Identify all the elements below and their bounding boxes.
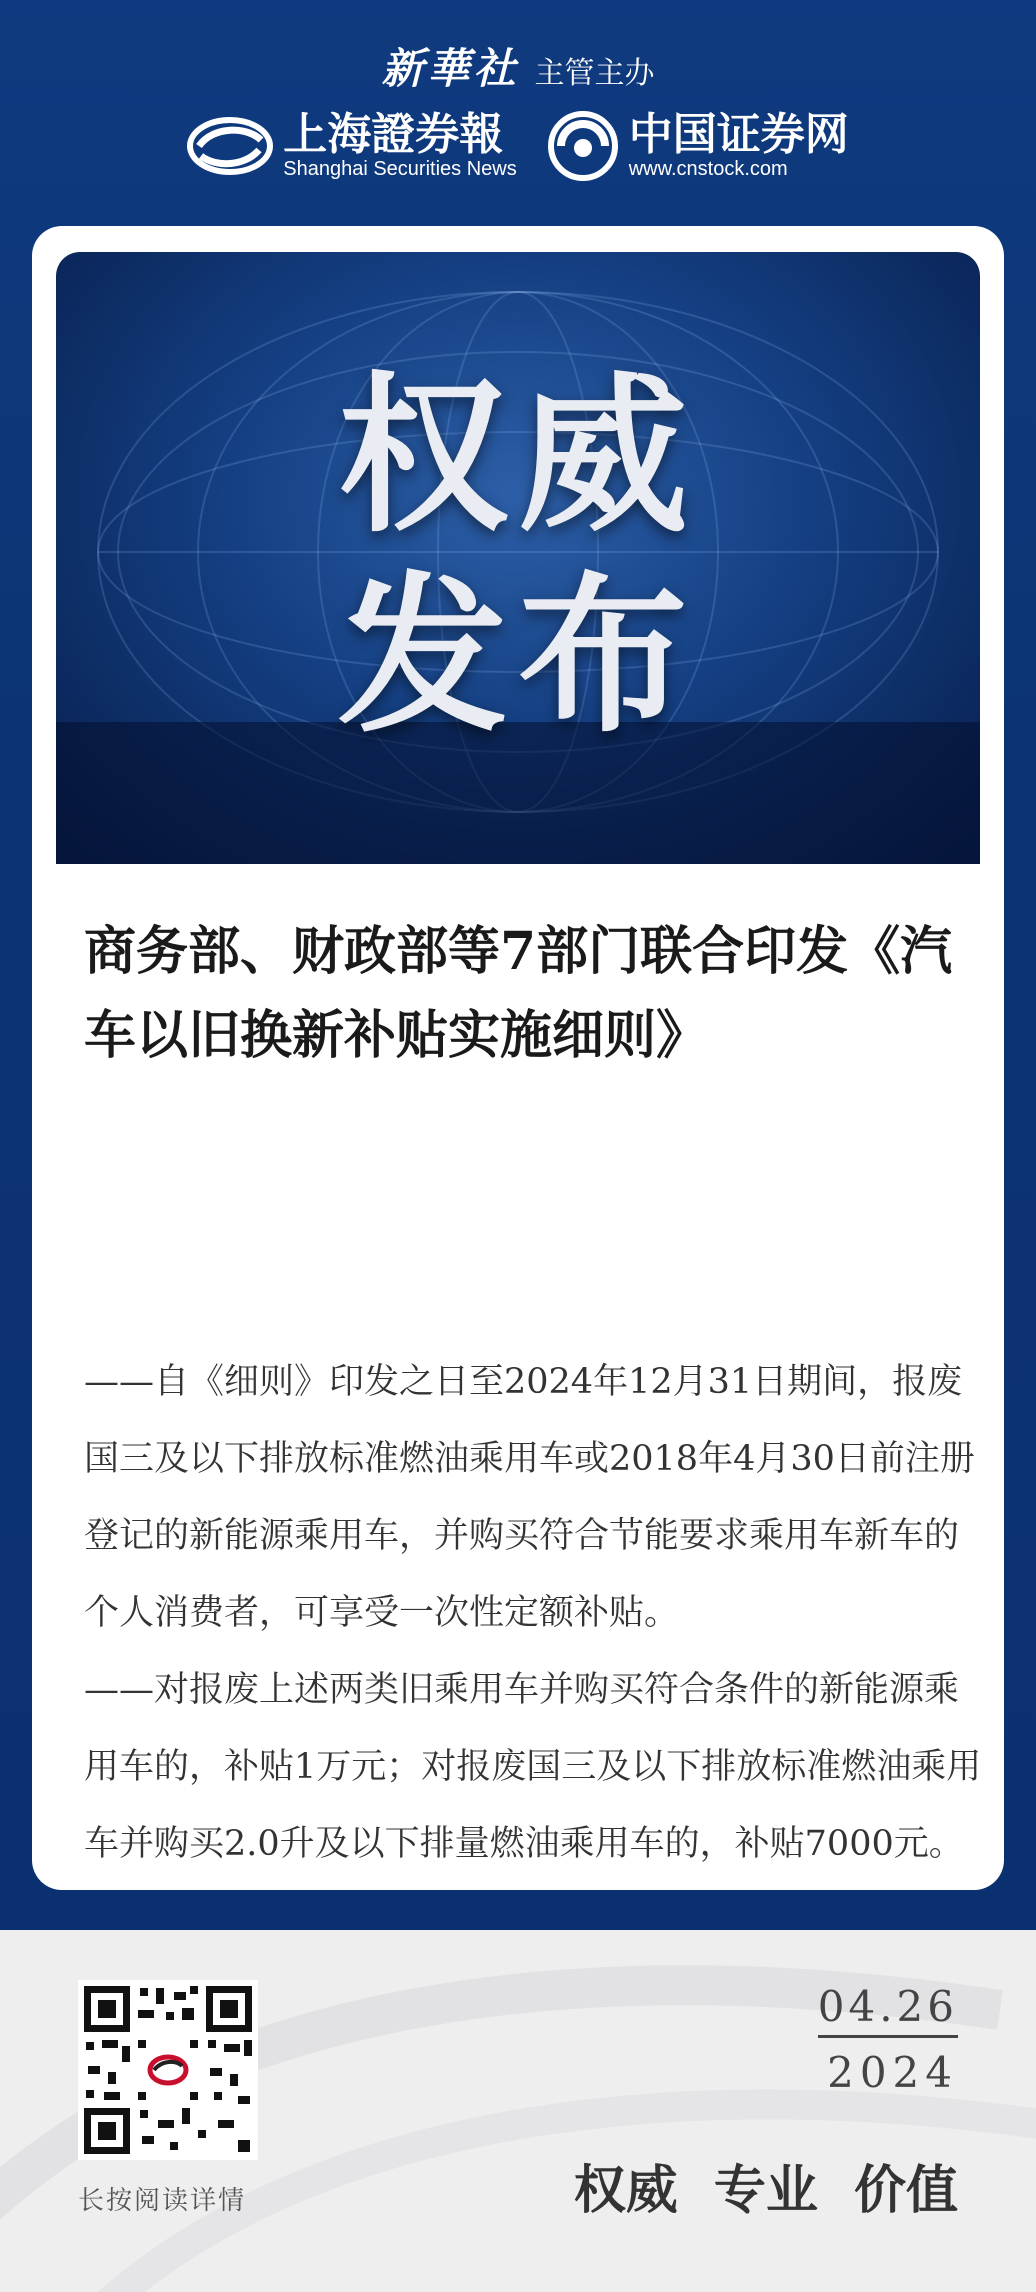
banner-title-line2: 发布 [337,558,698,756]
body-paragraph: ——自《细则》印发之日至2024年12月31日期间，报废国三及以下排放标准燃油乘用车或2018年4月30日前注册登记的新能源乘用车，并购买符合节能要求乘用车新车的个人消费者，可享受一次性定额补贴。 [84,1362,975,1633]
cnstock-swirl-icon [547,110,619,182]
article-headline: 商务部、财政部等7部门联合印发《汽车以旧换新补贴实施细则》 [84,921,953,1066]
sponsor-role: 主管主办 [534,56,655,91]
cnstock-logo [547,110,849,182]
ssn-name-cn: 上海證券報 [283,109,504,160]
sponsor-line [0,36,1036,96]
banner-image [56,252,980,864]
ssn-swirl-icon [187,116,273,176]
qr-code-icon [78,1980,258,2160]
qr-code[interactable] [78,1980,258,2160]
body-paragraph: ——对报废上述两类旧乘用车并购买符合条件的新能源乘用车的，补贴1万元；对报废国三及以下排放标准燃油乘用车并购买2.0升及以下排量燃油乘用车的，补贴7000元。 [84,1670,982,1864]
article-card [32,226,1004,1890]
ssn-name-en: Shanghai Securities News [283,158,517,180]
slogan: 权威 专业 价值 [573,2161,958,2221]
ssn-logo [187,109,517,180]
cnstock-url: www.cnstock.com [628,158,788,180]
banner-title-line1: 权威 [337,358,698,556]
logo-row [0,110,1036,182]
article-body [84,1344,988,1883]
footer [0,1930,1036,2292]
date-year: 2024 [827,2048,958,2097]
cnstock-name-cn: 中国证券网 [628,109,849,160]
qr-hint: 长按阅读详情 [78,2186,247,2216]
date-month-day: 04.26 [818,1982,958,2038]
sponsor-name: 新華社 [381,44,520,93]
